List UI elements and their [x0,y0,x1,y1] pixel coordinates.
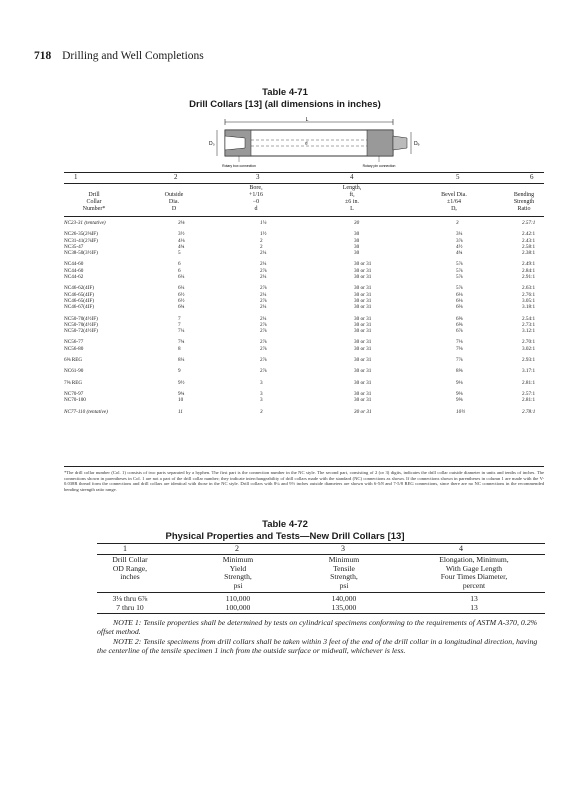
table-cell: 7⅛ [456,339,463,346]
table-row [64,397,544,403]
table-cell: 6⅝ REG [64,357,83,364]
table-71-number: Table 4-71 [262,87,308,98]
table-cell: 4⅛ [178,237,185,244]
table-cell: 3½ [178,231,185,238]
table-cell: 2¼ [260,250,267,257]
table-cell: 2.54:1 [522,315,536,322]
table-cell: 3.05:1 [522,297,536,304]
table-cell: 3⅛ [178,220,185,226]
table-cell: 30 or 31 [354,297,372,304]
table-71-title: Drill Collars [13] (all dimensions in inches) [189,99,381,110]
table-cell: NC44-60 [64,261,84,268]
table-cell: 2.57:1 [522,390,536,397]
table-cell: 3.02:1 [522,345,536,352]
table-cell: 2⅞ [260,285,267,292]
table-cell: 3 [260,379,263,386]
table-71-footnote: *The drill collar number (Col. 1) consists of two parts separated by a hyphen. The first part is the connection number in the NC style. The second part, consisting of 2 (or 3) digits, indicates the drill collar outside diameter in units and tenths of inches. The connections shown in parentheses in Col. 1 are not a part of the drill collar number; they indicate interchangeability of drill collars made with the standard (NC) connections as shown. If the connections shown in parentheses in column 1 are made with the V-0.038R thread form the connections and drill collars are identical with those in the NC style. Drill collars with 8¼ and 9½ inches outside diameters are shown with 6-5/8 and 7-5/8 REG connections, since there are no NC connections in the recommended bending strength ratio range. [64,470,544,492]
header-outside-dia: Outside Dia. D [164,192,184,212]
table-cell: 9 [178,368,181,375]
table-cell: 2.63:1 [522,285,536,292]
table-cell: 9⅜ [456,390,463,397]
length-label: L [305,117,309,123]
table-cell: 7¼ [178,328,185,335]
table-cell: 7⅝ REG [64,379,83,386]
col-number: 5 [456,173,460,181]
table-cell: 2.70:1 [522,339,536,346]
table-cell: 30 or 31 [354,379,372,386]
table-cell: NC56-77 [64,339,84,346]
table-cell: NC50-70(4½IF) [64,315,98,322]
table-cell: 4¾ [456,250,463,257]
table-cell: NC44-60 [64,267,84,274]
table-cell: 9⅛ [456,379,463,386]
table-cell: 11 [178,408,183,415]
table-cell: 2.73:1 [522,321,536,328]
table-cell: 3¼ [456,231,463,238]
table-cell: 30 or 31 [354,285,372,292]
table-cell: 2⅞ [260,345,267,352]
table-cell: 30 or 31 [354,345,372,352]
table-cell: 2 [260,237,263,244]
table-cell: 5 [178,250,181,257]
table-row: 7 thru 10 100,000 135,000 13 [116,603,478,612]
table-cell: NC46-65(4IF) [64,297,94,304]
table-row [64,409,544,415]
table-71-column-numbers [64,173,544,183]
table-cell: 7 [178,315,181,322]
table-72-note-2: NOTE 2: Tensile specimens from drill collars shall be taken within 3 feet of the end of the drill collar in a longitudinal direction, having the centerline of the tensile specimen 1 inch from the outside surface or midwall, whichever is less. [97,637,538,656]
header-yield-strength: Minimum Yield Strength, psi [222,555,254,590]
table-cell: 10 [178,397,184,404]
table-cell: 30 [354,250,360,257]
table-cell: 2¼ [260,261,267,268]
table-71-bottom-rule [64,466,544,467]
header-elongation: Elongation, Minimum, With Gage Length Four Times Diameter, percent [439,555,509,590]
table-cell: NC50-70(4½IF) [64,321,98,328]
table-cell: 2⅞ [260,267,267,274]
table-cell: 3 [260,408,263,415]
table-cell: NC56-80 [64,345,84,352]
table-cell: 7¾ [178,339,185,346]
table-cell: 30 [354,243,360,250]
table-cell: 30 or 31 [354,368,372,375]
table-cell: 2⅞ [260,357,267,364]
table-cell: 7⅜ [456,345,463,352]
table-row [64,346,544,352]
col-number: 6 [530,173,534,181]
table-cell: 2⅞ [260,328,267,335]
table-cell: 2.42:1 [522,231,536,238]
header-bending-ratio: Bending Strength Ratio [513,192,535,212]
header-length: Length, ft, ±6 in. L [342,185,362,212]
box-connection-label: Rotary box connection [222,164,256,168]
table-71-body-rule [64,216,544,217]
table-71-body [64,220,544,415]
table-cell: 2¼ [260,274,267,281]
table-cell: 2¼ [260,304,267,311]
page-number: 718 [34,50,52,62]
table-cell: 3.17:1 [522,368,536,375]
table-cell: 3 [456,220,459,226]
drill-collar-diagram [195,116,425,172]
header-tensile-strength: Minimum Tensile Strength, psi [328,555,360,590]
table-cell: 30 or 31 [354,397,372,404]
table-cell: 2⅞ [260,297,267,304]
table-cell: 30 [354,220,360,226]
table-cell: 5⅞ [456,285,463,292]
col-number: 1 [74,173,78,181]
header-bore: Bore, +1/16 −0 d [248,185,264,212]
table-cell: 3 [260,397,263,404]
table-cell: NC26-35(2⅜IF) [64,231,98,238]
table-cell: 30 or 31 [354,321,372,328]
table-cell: 30 or 31 [354,267,372,274]
table-row [64,274,544,280]
table-cell: 2¼ [260,291,267,298]
col-number: 3 [341,544,345,553]
table-cell: 2.81:1 [522,397,536,404]
table-72-number: Table 4-72 [262,519,308,530]
pin-connection-label: Rotary pin connection [362,164,396,168]
table-cell: NC46-65(4IF) [64,291,94,298]
table-cell: NC38-50(3½IF) [64,250,98,257]
table-cell: 6¾ [178,304,185,311]
pin-connection-shape [367,130,393,156]
bore-label: d [305,140,308,146]
table-cell: 30 or 31 [354,390,372,397]
table-cell: 8⅝ [456,368,463,375]
table-cell: 8 [178,345,181,352]
table-row [64,357,544,363]
table-cell: 3.18:1 [522,304,536,311]
table-cell: 6⅛ [456,297,463,304]
table-row [64,368,544,374]
table-cell: 2⅞ [260,339,267,346]
table-72-note-1: NOTE 1: Tensile properties shall be determined by tests on cylindrical specimens conforming to the requirements of ASTM A-370, 0.2% offset method. [97,618,538,637]
table-cell: 30 or 31 [354,315,372,322]
col-number: 1 [123,544,127,553]
table-cell: 30 or 31 [354,357,372,364]
table-cell: 5⅞ [456,267,463,274]
table-cell: 2.84:1 [522,267,536,274]
table-cell: 2.91:1 [522,274,536,281]
table-cell: NC44-62 [64,274,84,281]
table-cell: 30 [354,237,360,244]
table-cell: 2.93:1 [522,357,536,364]
running-head [34,50,204,62]
table-72-body-rule [97,592,545,593]
table-cell: 6½ [178,291,185,298]
col-number: 4 [459,544,463,553]
table-cell: 6 [178,267,181,274]
table-cell: 9½ [178,379,185,386]
table-cell: 6½ [178,297,185,304]
table-cell: 6⅜ [456,304,463,311]
table-cell: NC31-41(2⅞IF) [64,237,98,244]
col-number: 4 [350,173,354,181]
table-cell: 2.38:1 [522,250,536,257]
table-cell: 3⅞ [456,237,463,244]
table-72-column-numbers [97,544,545,553]
col-number: 2 [174,173,178,181]
col-number: 3 [256,173,260,181]
table-cell: 6 [178,261,181,268]
table-cell: 2⅞ [260,321,267,328]
table-cell: 4½ [456,243,463,250]
table-72-bottom-rule [97,613,545,614]
table-cell: 9¾ [178,390,185,397]
table-cell: 6¼ [178,285,185,292]
running-head-title: Drilling and Well Completions [62,50,204,62]
table-cell: 30 [354,231,360,238]
table-cell: NC35-47 [64,243,84,250]
table-cell: 2.76:1 [522,291,536,298]
table-row [64,380,544,386]
table-71-header-rule [64,183,544,184]
table-row [64,328,544,334]
table-cell: 30 or 31 [354,291,372,298]
table-cell: 30 or 31 [354,274,372,281]
table-cell: NC61-90 [64,368,84,375]
table-cell: 2⅞ [260,368,267,375]
table-cell: NC46-62(4IF) [64,285,94,292]
table-cell: 7 [178,321,181,328]
table-row [64,220,544,226]
table-cell: 2.58:1 [522,243,536,250]
table-cell: 9⅝ [456,397,463,404]
table-cell: 5⅞ [456,261,463,268]
table-row [64,250,544,256]
table-row: 3⅛ thru 6⅞ 110,000 140,000 13 [112,594,478,603]
table-cell: NC77-110 (tentative) [64,408,108,415]
table-cell: 2.57:1 [522,220,536,226]
table-cell: 1¼ [260,220,267,226]
table-72-headers [97,556,545,596]
table-cell: 4¾ [178,243,185,250]
header-bevel-dia: Bevel Dia. ±1/64 Dₑ [441,192,467,212]
table-cell: 6⅛ [456,291,463,298]
table-cell: 6¼ [178,274,185,281]
table-cell: NC46-67(4IF) [64,304,94,311]
table-cell: 10½ [456,408,466,415]
table-cell: 6⅞ [456,328,463,335]
table-cell: 5⅞ [456,274,463,281]
table-cell: 2 [260,243,263,250]
table-cell: 6⅝ [456,321,463,328]
table-72-title: Physical Properties and Tests—New Drill Collars [13] [165,531,405,542]
table-cell: 2.81:1 [522,379,536,386]
bevel-label: Dₑ [414,141,420,147]
table-cell: 3 [260,390,263,397]
table-cell: 30 or 31 [354,339,372,346]
table-row [64,304,544,310]
table-cell: 2.78:1 [522,408,536,415]
table-cell: NC23-31 (tentative) [64,220,106,226]
table-cell: 30 or 31 [354,304,372,311]
col-number: 2 [235,544,239,553]
table-cell: 2¼ [260,315,267,322]
header-drill-collar: Drill Collar Number* [82,192,106,212]
table-cell: 1½ [260,231,267,238]
table-cell: 6⅝ [456,315,463,322]
table-cell: 3.12:1 [522,328,536,335]
header-od-range: Drill Collar OD Range, inches [112,555,148,582]
table-cell: 30 or 31 [354,328,372,335]
table-cell: 7⅞ [456,357,463,364]
table-cell: NC70-100 [64,397,86,404]
table-cell: 30 or 31 [354,408,372,415]
table-cell: NC50-72(4½IF) [64,328,98,335]
table-cell: 30 or 31 [354,261,372,268]
table-cell: NC70-97 [64,390,84,397]
table-cell: 2.43:1 [522,237,536,244]
table-cell: 8¼ [178,357,185,364]
od-label: D₀ [209,141,215,147]
table-cell: 2.49:1 [522,261,536,268]
